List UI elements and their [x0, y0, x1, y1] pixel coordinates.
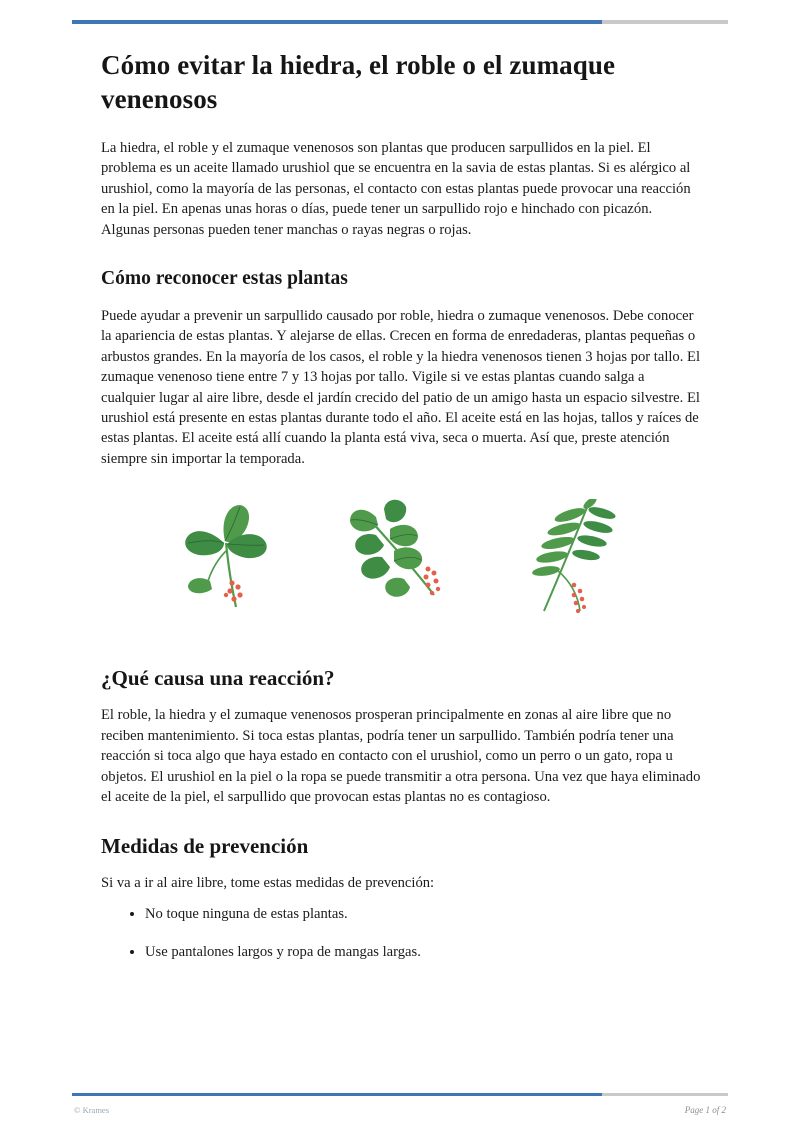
list-item: • No toque ninguna de estas plantas.	[145, 904, 701, 924]
list-item: • Use pantalones largos y ropa de mangas largas.	[145, 942, 701, 962]
page-title: Cómo evitar la hiedra, el roble o el zumaque venenosos	[101, 50, 616, 114]
intro-paragraph: La hiedra, el roble y el zumaque venenosos son plantas que producen sarpullidos en la piel. El problema es un aceite llamado urushiol que se encuentra en la savia de estas plantas. Si es alérgico al urushiol, como la mayoría de las personas, el contacto con estas plantas puede provocar una reacción en la piel. En apenas unas horas o días, puede tener un sarpullido rojo e hinchado con picazón. Algunas personas pueden tener manchas o rayas negras o rojas.	[101, 140, 691, 238]
plant-illustrations	[101, 499, 701, 639]
footer-rule-accent	[72, 1093, 602, 1096]
footer-copyright: © Krames	[74, 1105, 110, 1115]
section-heading-recognize: Cómo reconocer estas plantas	[101, 268, 348, 290]
section-heading-reaction: ¿Qué causa una reacción?	[101, 666, 335, 691]
header-rule-accent	[72, 20, 602, 24]
footer-page-number: Page 1 of 2	[684, 1105, 726, 1115]
prevention-bullet-list	[101, 904, 701, 962]
poison-ivy-illustration	[174, 499, 294, 634]
section-heading-prevention: Medidas de prevención	[101, 834, 309, 859]
document-content	[101, 48, 701, 980]
section-paragraph-reaction: El roble, la hiedra y el zumaque venenosos prosperan principalmente en zonas al aire libre que no reciben mantenimiento. Si toca estas plantas, podría tener un sarpullido. También podría tener una reacción si toca algo que haya estado en contacto con el urushiol, como un perro o un gato, ropa u objetos. El urushiol en la piel o la ropa se puede transmitir a otra persona. Una vez que haya eliminado el aceite de la piel, el sarpullido que provocan estas plantas no es contagioso.	[101, 707, 701, 805]
section-paragraph-prevention: Si va a ir al aire libre, tome estas medidas de prevención:	[101, 875, 435, 892]
section-paragraph-recognize: Puede ayudar a prevenir un sarpullido causado por roble, hiedra o zumaque venenosos. Debe conocer la apariencia de estas plantas. Y alejarse de ellas. Crecen en forma de enredaderas, plantas pequeñas o arbustos grandes. En la mayoría de los casos, el roble y la hiedra venenosos tienen 3 hojas por tallo. El zumaque venenoso tiene entre 7 y 13 hojas por tallo. Vigile si ve estas plantas cuando salga a cualquier lugar al aire libre, desde el jardín crecido del patio de un amigo hasta un espacio silvestre. El urushiol está presente en estas plantas durante todo el año. El aceite está en las hojas, tallos y raíces de estas plantas. El aceite está allí cuando la planta está viva, seca o muerta. Así que, preste atención siempre sin importar la temporada.	[101, 308, 700, 467]
poison-oak-illustration	[346, 499, 466, 634]
poison-sumac-illustration	[518, 499, 638, 634]
